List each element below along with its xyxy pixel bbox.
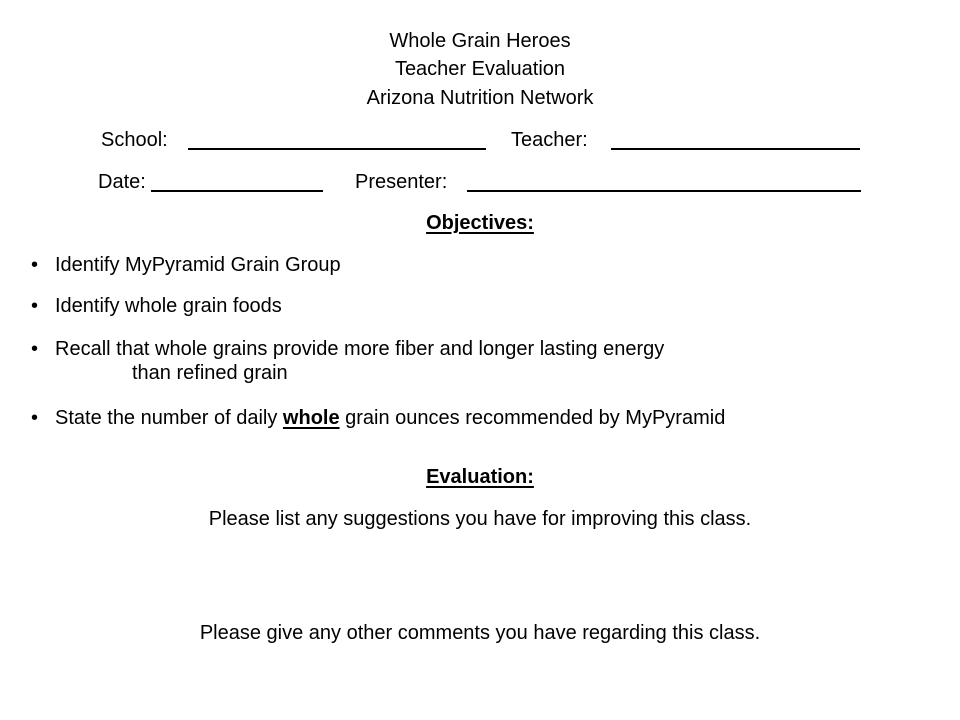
school-field[interactable] — [188, 148, 486, 150]
objective-text-end: grain ounces recommended by MyPyramid — [339, 407, 726, 429]
evaluation-heading: Evaluation: — [426, 466, 534, 488]
date-presenter-row — [0, 168, 960, 198]
school-teacher-row — [0, 126, 960, 156]
objective-text: Recall that whole grains provide more fiber and longer lasting energy — [55, 338, 665, 360]
bullet-icon: • — [31, 338, 39, 360]
bullet-icon: • — [31, 254, 39, 276]
objective-text-start: State the number of daily — [55, 407, 283, 429]
teacher-label: Teacher: — [511, 129, 588, 151]
document-subtitle: Teacher Evaluation — [394, 58, 566, 80]
bullet-icon: • — [31, 295, 39, 317]
date-field[interactable] — [151, 190, 323, 192]
list-item — [31, 335, 931, 391]
presenter-field[interactable] — [467, 190, 861, 192]
suggestions-prompt: Please list any suggestions you have for improving this class. — [208, 508, 752, 530]
objective-text: Identify MyPyramid Grain Group — [55, 254, 341, 276]
school-label: School: — [101, 129, 168, 151]
objective-text: Identify whole grain foods — [55, 295, 282, 317]
objectives-heading-row — [0, 209, 960, 237]
comments-prompt: Please give any other comments you have regarding this class. — [199, 622, 761, 644]
presenter-label: Presenter: — [355, 171, 448, 193]
whole-emphasis: whole — [282, 407, 340, 429]
evaluation-heading-row — [0, 463, 960, 491]
objectives-heading: Objectives: — [426, 212, 534, 234]
organization-name: Arizona Nutrition Network — [366, 87, 594, 109]
teacher-field[interactable] — [611, 148, 860, 150]
objective-text-continuation: than refined grain — [132, 362, 288, 384]
objective-text — [55, 404, 725, 432]
document-title: Whole Grain Heroes — [389, 30, 571, 52]
bullet-icon: • — [31, 407, 39, 429]
date-label: Date: — [98, 171, 146, 193]
